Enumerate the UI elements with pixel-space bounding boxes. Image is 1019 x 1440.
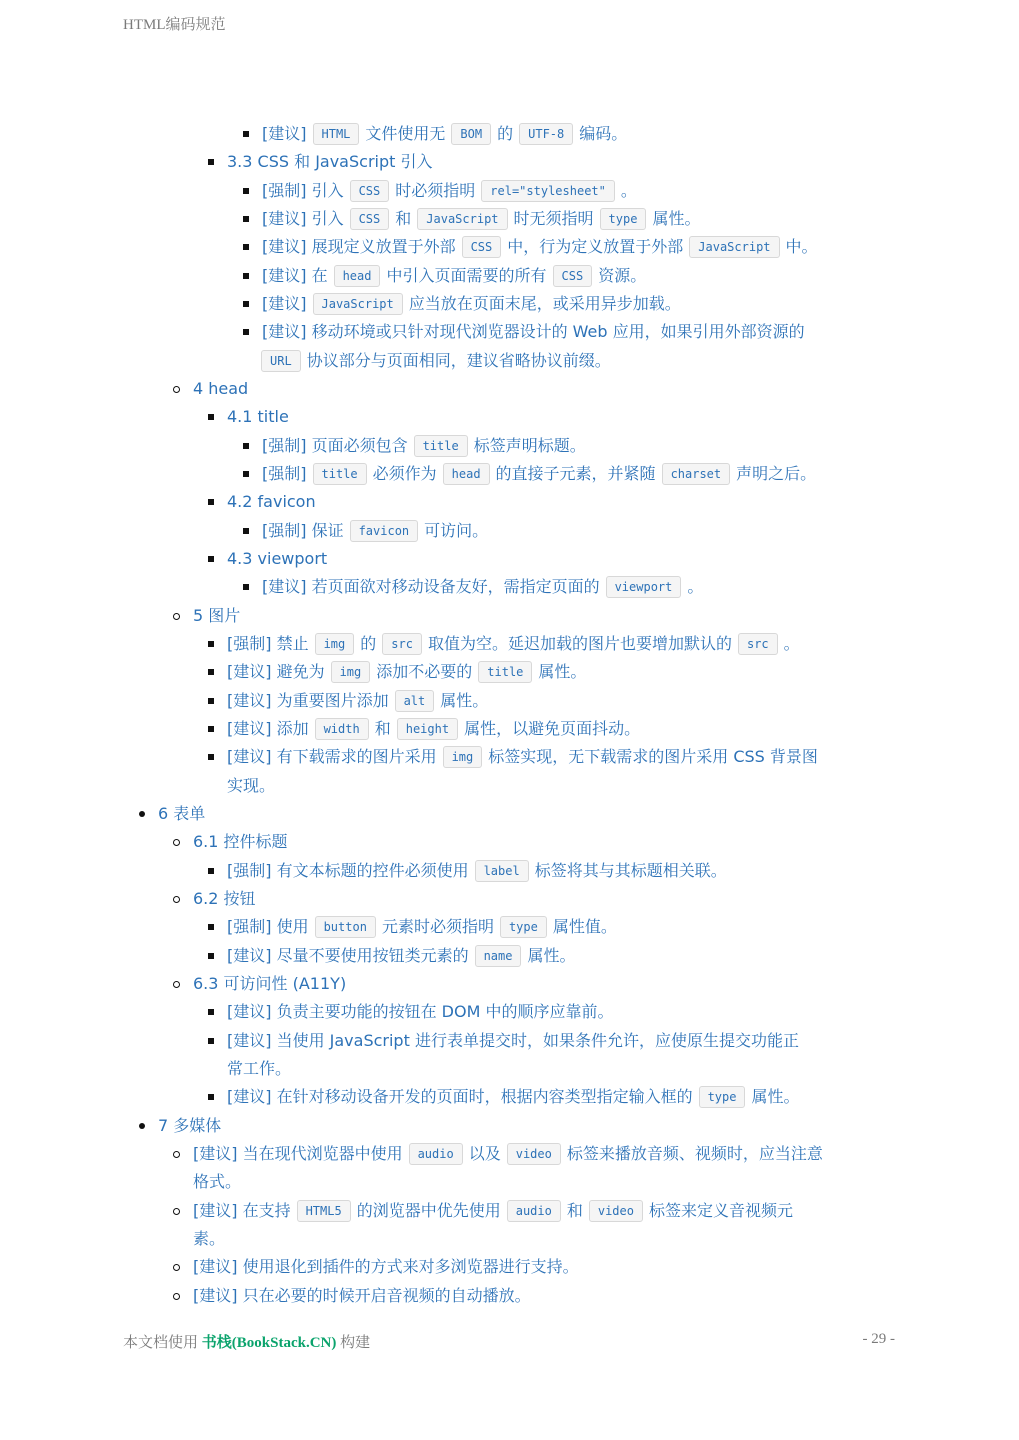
circle-bullet-icon xyxy=(173,896,180,903)
inline-code: alt xyxy=(395,690,435,712)
list-item-continuation xyxy=(193,1225,225,1253)
circle-bullet-icon xyxy=(173,839,180,846)
text-segment: 必须作为 xyxy=(372,464,437,483)
text-segment: 常工作。 xyxy=(227,1059,292,1078)
text-segment: 编码。 xyxy=(579,124,628,143)
text-segment: [强制] 有文本标题的控件必须使用 xyxy=(227,861,469,880)
text-segment: 声明之后。 xyxy=(736,464,817,483)
inline-code: type xyxy=(500,916,547,938)
inline-code: type xyxy=(699,1086,746,1108)
list-item-continuation xyxy=(227,1055,291,1083)
text-segment: 可访问。 xyxy=(424,521,489,540)
list-item xyxy=(227,942,576,970)
list-item xyxy=(262,120,627,148)
square-bullet-icon xyxy=(208,414,214,420)
list-item xyxy=(262,432,586,460)
section-heading-6-3[interactable] xyxy=(193,970,346,998)
text-segment: 6.1 控件标题 xyxy=(193,832,288,851)
text-segment: [建议] 尽量不要使用按钮类元素的 xyxy=(227,946,469,965)
square-bullet-icon xyxy=(208,641,214,647)
text-segment: 属性。 xyxy=(538,662,587,681)
text-segment: 的浏览器中优先使用 xyxy=(356,1201,501,1220)
inline-code: video xyxy=(589,1200,643,1222)
inline-code: height xyxy=(397,718,458,740)
inline-code: JavaScript xyxy=(689,236,779,258)
inline-code: audio xyxy=(507,1200,561,1222)
section-heading-4[interactable] xyxy=(193,375,248,403)
square-bullet-icon xyxy=(243,188,249,194)
text-segment: [建议] 只在必要的时候开启音视频的自动播放。 xyxy=(193,1286,531,1305)
list-item xyxy=(227,630,800,658)
square-bullet-icon xyxy=(208,556,214,562)
inline-code: rel="stylesheet" xyxy=(481,180,615,202)
text-segment: 中引入页面需要的所有 xyxy=(386,266,547,285)
list-item xyxy=(227,658,586,686)
text-segment: 和 xyxy=(374,719,391,738)
text-segment: [建议] 在支持 xyxy=(193,1201,291,1220)
inline-code: CSS xyxy=(462,236,502,258)
text-segment: 格式。 xyxy=(193,1172,242,1191)
text-segment: 文件使用无 xyxy=(365,124,446,143)
list-item xyxy=(227,857,727,885)
section-heading-4-3[interactable] xyxy=(227,545,327,573)
list-item xyxy=(262,573,703,601)
text-segment: 取值为空。延迟加载的图片也要增加默认的 xyxy=(427,634,732,653)
text-segment: 应当放在页面末尾，或采用异步加载。 xyxy=(408,294,681,313)
square-bullet-icon xyxy=(243,443,249,449)
text-segment: [建议] 使用退化到插件的方式来对多浏览器进行支持。 xyxy=(193,1257,579,1276)
text-segment: [建议] 在针对移动设备开发的页面时，根据内容类型指定输入框的 xyxy=(227,1087,693,1106)
inline-code: HTML xyxy=(313,123,360,145)
square-bullet-icon xyxy=(243,131,249,137)
inline-code: head xyxy=(443,463,490,485)
section-heading-3-3[interactable] xyxy=(227,148,432,176)
inline-code: UTF-8 xyxy=(519,123,573,145)
footer-prefix: 本文档使用 xyxy=(123,1335,202,1351)
text-segment: 的 xyxy=(360,634,377,653)
list-item xyxy=(227,1083,800,1111)
list-item xyxy=(262,318,805,346)
section-heading-5[interactable] xyxy=(193,602,240,630)
page-number: - 29 - xyxy=(862,1331,895,1347)
text-segment: 中。 xyxy=(785,237,818,256)
text-segment: 的 xyxy=(497,124,514,143)
text-segment: 7 多媒体 xyxy=(158,1116,222,1135)
list-item xyxy=(227,913,617,941)
square-bullet-icon xyxy=(208,924,214,930)
list-item-continuation xyxy=(255,347,611,375)
page-footer-credit xyxy=(123,1331,370,1352)
text-segment: 时无须指明 xyxy=(513,209,594,228)
text-segment: 属性，以避免页面抖动。 xyxy=(464,719,641,738)
square-bullet-icon xyxy=(243,329,249,335)
inline-code: label xyxy=(475,860,529,882)
circle-bullet-icon xyxy=(173,1264,180,1271)
text-segment: 标签将其与其标题相关联。 xyxy=(534,861,727,880)
list-item xyxy=(193,1197,793,1225)
text-segment: 添加不必要的 xyxy=(376,662,473,681)
square-bullet-icon xyxy=(243,528,249,534)
text-segment: 实现。 xyxy=(227,776,276,795)
section-heading-6[interactable] xyxy=(158,800,205,828)
text-segment: 标签来播放音频、视频时，应当注意 xyxy=(566,1144,823,1163)
list-item-continuation xyxy=(227,772,275,800)
text-segment: 素。 xyxy=(193,1229,226,1248)
text-segment: [强制] xyxy=(262,464,307,483)
text-segment: [建议] 为重要图片添加 xyxy=(227,691,389,710)
text-segment: 4.3 viewport xyxy=(227,549,328,568)
square-bullet-icon xyxy=(208,868,214,874)
section-heading-4-2[interactable] xyxy=(227,488,316,516)
text-segment: 6 表单 xyxy=(158,804,206,823)
inline-code: title xyxy=(478,661,532,683)
inline-code: head xyxy=(334,265,381,287)
list-item xyxy=(262,290,681,318)
square-bullet-icon xyxy=(208,1094,214,1100)
square-bullet-icon xyxy=(243,584,249,590)
section-heading-6-2[interactable] xyxy=(193,885,256,913)
text-segment: [强制] 使用 xyxy=(227,917,309,936)
text-segment: 中，行为定义放置于外部 xyxy=(507,237,684,256)
square-bullet-icon xyxy=(208,1038,214,1044)
text-segment: 4.1 title xyxy=(227,407,289,426)
inline-code: HTML5 xyxy=(297,1200,351,1222)
list-item xyxy=(193,1140,823,1168)
square-bullet-icon xyxy=(208,159,214,165)
square-bullet-icon xyxy=(243,216,249,222)
inline-code: title xyxy=(313,463,367,485)
list-item xyxy=(262,233,818,261)
text-segment: 5 图片 xyxy=(193,606,241,625)
inline-code: src xyxy=(382,633,422,655)
inline-code: src xyxy=(738,633,778,655)
circle-bullet-icon xyxy=(173,1293,180,1300)
square-bullet-icon xyxy=(208,953,214,959)
text-segment: [建议] 引入 xyxy=(262,209,344,228)
text-segment: [建议] 添加 xyxy=(227,719,309,738)
list-item xyxy=(227,1027,799,1055)
text-segment: [建议] 展现定义放置于外部 xyxy=(262,237,456,256)
square-bullet-icon xyxy=(243,244,249,250)
inline-code: URL xyxy=(261,350,301,372)
disc-bullet-icon xyxy=(139,811,145,817)
square-bullet-icon xyxy=(243,471,249,477)
text-segment: [建议] 负责主要功能的按钮在 DOM 中的顺序应靠前。 xyxy=(227,1002,614,1021)
text-segment: 6.3 可访问性 (A11Y) xyxy=(193,974,347,993)
inline-code: BOM xyxy=(451,123,491,145)
text-segment: [强制] 禁止 xyxy=(227,634,309,653)
inline-code: audio xyxy=(409,1143,463,1165)
bookstack-link[interactable]: 书栈(BookStack.CN) xyxy=(201,1335,337,1351)
list-item xyxy=(262,460,816,488)
section-heading-6-1[interactable] xyxy=(193,828,288,856)
section-heading-7[interactable] xyxy=(158,1112,221,1140)
inline-code: viewport xyxy=(606,576,682,598)
text-segment: 3.3 CSS 和 JavaScript 引入 xyxy=(227,152,433,171)
inline-code: CSS xyxy=(350,180,390,202)
text-segment: 属性值。 xyxy=(552,917,617,936)
text-segment: 以及 xyxy=(468,1144,501,1163)
square-bullet-icon xyxy=(208,754,214,760)
text-segment: [建议] 当使用 JavaScript 进行表单提交时，如果条件允许，应使原生提交功能正 xyxy=(227,1031,799,1050)
list-item xyxy=(262,205,700,233)
inline-code: video xyxy=(507,1143,561,1165)
inline-code: favicon xyxy=(350,520,419,542)
list-item xyxy=(193,1282,531,1310)
text-segment: [建议] 避免为 xyxy=(227,662,325,681)
circle-bullet-icon xyxy=(173,386,180,393)
list-item xyxy=(227,715,640,743)
list-item xyxy=(227,998,613,1026)
inline-code: name xyxy=(475,945,522,967)
square-bullet-icon xyxy=(208,726,214,732)
text-segment: 和 xyxy=(395,209,412,228)
square-bullet-icon xyxy=(208,669,214,675)
page-header-title: HTML编码规范 xyxy=(123,17,226,33)
text-segment: 。 xyxy=(783,634,800,653)
text-segment: 6.2 按钮 xyxy=(193,889,256,908)
inline-code: JavaScript xyxy=(417,208,507,230)
list-item xyxy=(262,177,637,205)
section-heading-4-1[interactable] xyxy=(227,403,289,431)
inline-code: img xyxy=(443,746,483,768)
inline-code: charset xyxy=(662,463,731,485)
text-segment: [建议] 若页面欲对移动设备友好，需指定页面的 xyxy=(262,577,600,596)
text-segment: 标签实现，无下载需求的图片采用 CSS 背景图 xyxy=(488,747,818,766)
text-segment: 标签来定义音视频元 xyxy=(648,1201,793,1220)
text-segment: 元素时必须指明 xyxy=(381,917,494,936)
inline-code: CSS xyxy=(350,208,390,230)
list-item xyxy=(193,1253,579,1281)
circle-bullet-icon xyxy=(173,1151,180,1158)
circle-bullet-icon xyxy=(173,981,180,988)
square-bullet-icon xyxy=(243,301,249,307)
inline-code: img xyxy=(331,661,371,683)
text-segment: [建议] 移动环境或只针对现代浏览器设计的 Web 应用，如果引用外部资源的 xyxy=(262,322,805,341)
list-item xyxy=(262,262,646,290)
list-item xyxy=(262,517,488,545)
inline-code: title xyxy=(414,435,468,457)
circle-bullet-icon xyxy=(173,613,180,620)
square-bullet-icon xyxy=(208,1009,214,1015)
text-segment: 4 head xyxy=(193,379,249,398)
inline-code: img xyxy=(315,633,355,655)
text-segment: [强制] 保证 xyxy=(262,521,344,540)
text-segment: 属性。 xyxy=(527,946,576,965)
text-segment: 的直接子元素，并紧随 xyxy=(495,464,656,483)
disc-bullet-icon xyxy=(139,1123,145,1129)
text-segment: [强制] 页面必须包含 xyxy=(262,436,408,455)
inline-code: CSS xyxy=(553,265,593,287)
inline-code: button xyxy=(315,916,376,938)
text-segment: 属性。 xyxy=(440,691,489,710)
inline-code: JavaScript xyxy=(313,293,403,315)
list-item xyxy=(227,687,488,715)
text-segment: 时必须指明 xyxy=(395,181,476,200)
text-segment: 属性。 xyxy=(751,1087,800,1106)
square-bullet-icon xyxy=(208,698,214,704)
text-segment: 资源。 xyxy=(598,266,647,285)
text-segment: 标签声明标题。 xyxy=(473,436,586,455)
text-segment: 4.2 favicon xyxy=(227,492,316,511)
inline-code: type xyxy=(600,208,647,230)
text-segment: [建议] 当在现代浏览器中使用 xyxy=(193,1144,403,1163)
text-segment: [强制] 引入 xyxy=(262,181,344,200)
footer-suffix: 构建 xyxy=(336,1335,371,1351)
text-segment: 属性。 xyxy=(652,209,701,228)
square-bullet-icon xyxy=(243,273,249,279)
text-segment: [建议] xyxy=(262,124,307,143)
text-segment: [建议] 在 xyxy=(262,266,328,285)
text-segment: 和 xyxy=(566,1201,583,1220)
text-segment: [建议] 有下载需求的图片采用 xyxy=(227,747,437,766)
text-segment: [建议] xyxy=(262,294,307,313)
text-segment: 。 xyxy=(620,181,637,200)
circle-bullet-icon xyxy=(173,1208,180,1215)
inline-code: width xyxy=(315,718,369,740)
text-segment: 。 xyxy=(687,577,704,596)
text-segment: 协议部分与页面相同，建议省略协议前缀。 xyxy=(306,351,611,370)
square-bullet-icon xyxy=(208,499,214,505)
list-item xyxy=(227,743,818,771)
list-item-continuation xyxy=(193,1168,241,1196)
